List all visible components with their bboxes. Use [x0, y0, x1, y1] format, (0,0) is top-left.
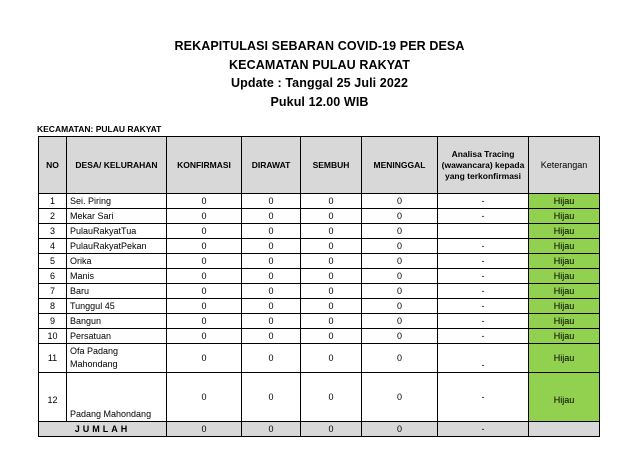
row-konfirmasi: 0 — [167, 314, 242, 329]
row-analisa: - — [438, 329, 529, 344]
row-keterangan-badge: Hijau — [529, 284, 600, 299]
table-row — [39, 254, 600, 269]
row-keterangan-badge: Hijau — [529, 194, 600, 209]
table-row — [39, 224, 600, 239]
row-no: 7 — [39, 284, 67, 299]
col-header-keterangan: Keterangan — [529, 137, 600, 194]
row-meninggal: 0 — [362, 224, 438, 239]
row-analisa: - — [438, 269, 529, 284]
row-no: 8 — [39, 299, 67, 314]
table-row — [39, 284, 600, 299]
row-dirawat: 0 — [242, 373, 301, 422]
row-analisa: - — [438, 299, 529, 314]
row-desa: PulauRakyatTua — [67, 224, 167, 239]
row-konfirmasi: 0 — [167, 344, 242, 373]
table-row — [39, 344, 600, 373]
row-no: 11 — [39, 344, 67, 373]
row-konfirmasi: 0 — [167, 224, 242, 239]
row-meninggal: 0 — [362, 299, 438, 314]
row-sembuh: 0 — [301, 194, 362, 209]
row-desa: Tunggul 45 — [67, 299, 167, 314]
total-keterangan — [529, 422, 600, 437]
row-dirawat: 0 — [242, 194, 301, 209]
row-konfirmasi: 0 — [167, 239, 242, 254]
row-no: 3 — [39, 224, 67, 239]
table-row — [39, 239, 600, 254]
row-sembuh: 0 — [301, 314, 362, 329]
row-sembuh: 0 — [301, 224, 362, 239]
row-konfirmasi: 0 — [167, 269, 242, 284]
col-header-desa: DESA/ KELURAHAN — [67, 137, 167, 194]
row-meninggal: 0 — [362, 239, 438, 254]
row-no: 5 — [39, 254, 67, 269]
row-keterangan-badge: Hijau — [529, 254, 600, 269]
kecamatan-label: KECAMATAN: PULAU RAKYAT — [37, 124, 162, 134]
total-analisa: - — [438, 422, 529, 437]
row-konfirmasi: 0 — [167, 329, 242, 344]
row-meninggal: 0 — [362, 314, 438, 329]
row-konfirmasi: 0 — [167, 254, 242, 269]
row-dirawat: 0 — [242, 299, 301, 314]
row-sembuh: 0 — [301, 209, 362, 224]
row-desa: Ofa Padang Mahondang — [67, 344, 167, 373]
row-analisa: - — [438, 344, 529, 373]
row-keterangan-badge: Hijau — [529, 344, 600, 373]
report-subtitle: KECAMATAN PULAU RAKYAT — [229, 57, 410, 72]
row-analisa: - — [438, 209, 529, 224]
row-analisa: - — [438, 239, 529, 254]
table-row — [39, 299, 600, 314]
row-desa: Mekar Sari — [67, 209, 167, 224]
row-sembuh: 0 — [301, 269, 362, 284]
row-dirawat: 0 — [242, 329, 301, 344]
total-konfirmasi: 0 — [167, 422, 242, 437]
table-row — [39, 373, 600, 422]
table-row — [39, 209, 600, 224]
row-dirawat: 0 — [242, 209, 301, 224]
row-sembuh: 0 — [301, 239, 362, 254]
covid-recap-table — [38, 136, 600, 437]
col-header-analisa: Analisa Tracing (wawancara) kepada yang terkonfirmasi — [438, 137, 529, 194]
row-analisa: - — [438, 373, 529, 422]
table-total-row — [39, 422, 600, 437]
row-no: 10 — [39, 329, 67, 344]
row-dirawat: 0 — [242, 239, 301, 254]
row-desa: Manis — [67, 269, 167, 284]
row-meninggal: 0 — [362, 194, 438, 209]
row-analisa: - — [438, 284, 529, 299]
row-meninggal: 0 — [362, 284, 438, 299]
row-no: 9 — [39, 314, 67, 329]
row-sembuh: 0 — [301, 373, 362, 422]
row-desa: Baru — [67, 284, 167, 299]
col-header-sembuh: SEMBUH — [301, 137, 362, 194]
total-label: JUMLAH — [39, 422, 167, 437]
table-row — [39, 194, 600, 209]
row-keterangan-badge: Hijau — [529, 269, 600, 284]
row-meninggal: 0 — [362, 254, 438, 269]
col-header-konfirmasi: KONFIRMASI — [167, 137, 242, 194]
row-sembuh: 0 — [301, 344, 362, 373]
table-row — [39, 269, 600, 284]
row-analisa — [438, 224, 529, 239]
row-no: 12 — [39, 373, 67, 422]
row-analisa: - — [438, 314, 529, 329]
row-konfirmasi: 0 — [167, 299, 242, 314]
table-row — [39, 329, 600, 344]
row-desa: Sei. Piring — [67, 194, 167, 209]
row-meninggal: 0 — [362, 329, 438, 344]
col-header-meninggal: MENINGGAL — [362, 137, 438, 194]
row-dirawat: 0 — [242, 269, 301, 284]
row-keterangan-badge: Hijau — [529, 329, 600, 344]
row-dirawat: 0 — [242, 254, 301, 269]
row-keterangan-badge: Hijau — [529, 224, 600, 239]
row-sembuh: 0 — [301, 254, 362, 269]
row-sembuh: 0 — [301, 284, 362, 299]
row-keterangan-badge: Hijau — [529, 299, 600, 314]
row-dirawat: 0 — [242, 344, 301, 373]
total-meninggal: 0 — [362, 422, 438, 437]
update-time: Pukul 12.00 WIB — [270, 94, 369, 109]
row-desa: Orika — [67, 254, 167, 269]
row-meninggal: 0 — [362, 209, 438, 224]
report-title: REKAPITULASI SEBARAN COVID-19 PER DESA — [174, 39, 465, 53]
row-dirawat: 0 — [242, 224, 301, 239]
row-meninggal: 0 — [362, 344, 438, 373]
row-sembuh: 0 — [301, 299, 362, 314]
update-date: Update : Tanggal 25 Juli 2022 — [230, 76, 409, 90]
report-title-block — [0, 37, 639, 111]
row-meninggal: 0 — [362, 373, 438, 422]
table-header-row — [39, 137, 600, 194]
total-dirawat: 0 — [242, 422, 301, 437]
row-sembuh: 0 — [301, 329, 362, 344]
row-keterangan-badge: Hijau — [529, 373, 600, 422]
row-keterangan-badge: Hijau — [529, 314, 600, 329]
row-desa: Padang Mahondang — [67, 373, 167, 422]
row-konfirmasi: 0 — [167, 194, 242, 209]
row-keterangan-badge: Hijau — [529, 239, 600, 254]
row-analisa: - — [438, 254, 529, 269]
row-no: 6 — [39, 269, 67, 284]
row-konfirmasi: 0 — [167, 284, 242, 299]
row-konfirmasi: 0 — [167, 373, 242, 422]
row-dirawat: 0 — [242, 284, 301, 299]
total-sembuh: 0 — [301, 422, 362, 437]
row-meninggal: 0 — [362, 269, 438, 284]
row-no: 4 — [39, 239, 67, 254]
row-no: 2 — [39, 209, 67, 224]
row-desa: Persatuan — [67, 329, 167, 344]
table-row — [39, 314, 600, 329]
col-header-no: NO — [39, 137, 67, 194]
row-analisa: - — [438, 194, 529, 209]
col-header-dirawat: DIRAWAT — [242, 137, 301, 194]
row-desa: Bangun — [67, 314, 167, 329]
row-dirawat: 0 — [242, 314, 301, 329]
row-no: 1 — [39, 194, 67, 209]
row-konfirmasi: 0 — [167, 209, 242, 224]
row-desa: PulauRakyatPekan — [67, 239, 167, 254]
row-keterangan-badge: Hijau — [529, 209, 600, 224]
